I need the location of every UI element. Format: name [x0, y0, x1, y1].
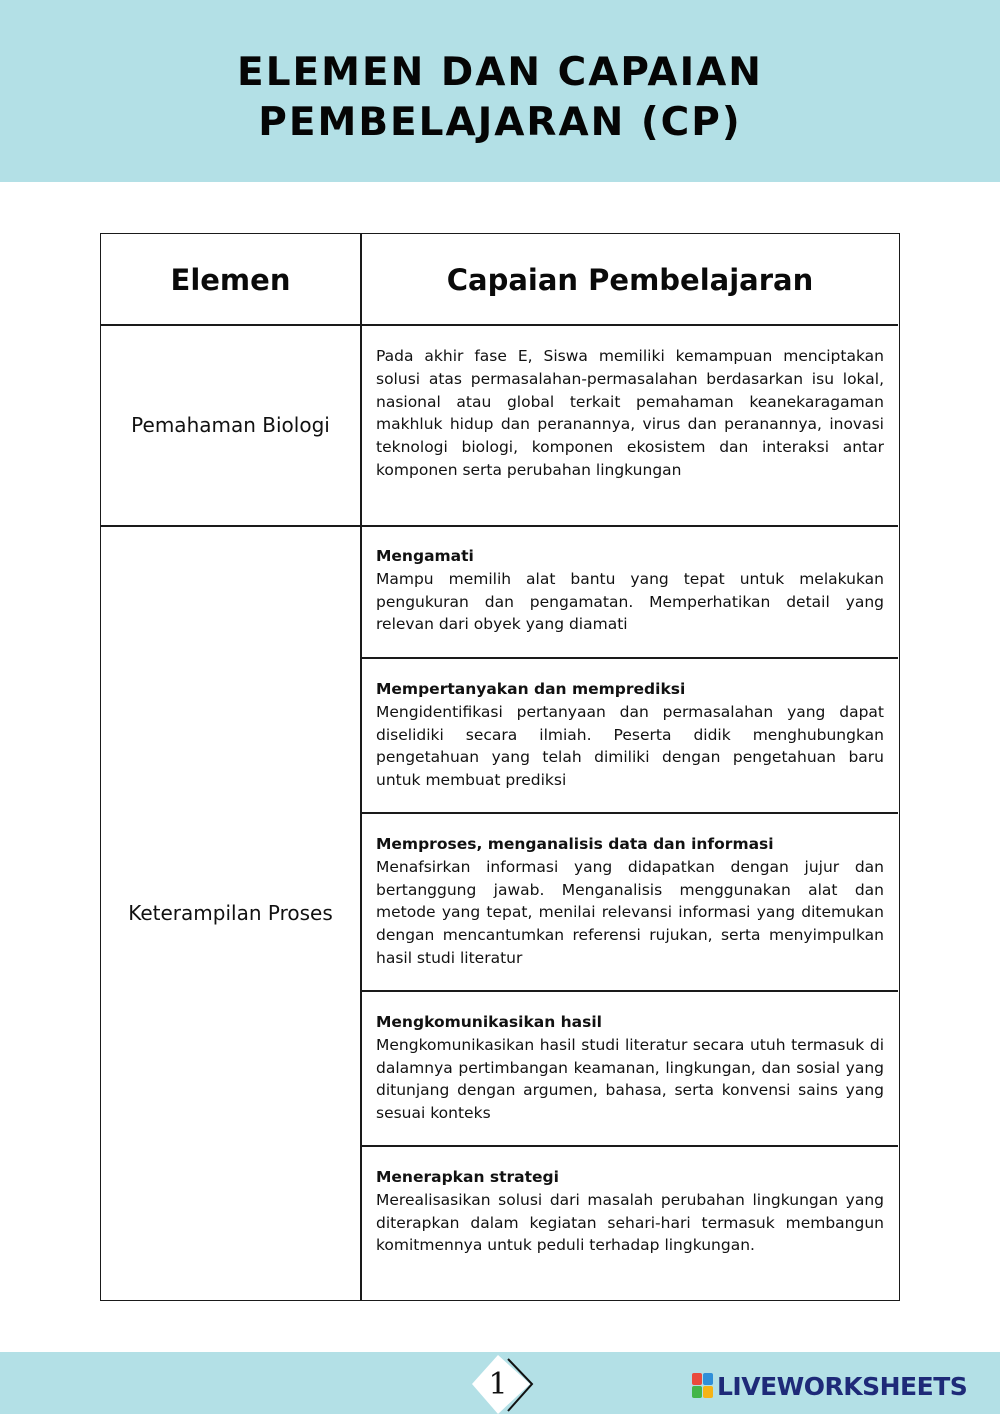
row-divider	[360, 657, 898, 659]
cp-mengkomunikasikan	[376, 1011, 884, 1125]
cp-heading: Mempertanyakan dan memprediksi	[376, 680, 686, 698]
column-header-capaian: Capaian Pembelajaran	[446, 262, 814, 297]
cp-text: Mampu memilih alat bantu yang tepat untuk melakukan pengukuran dan pengamatan. Memperhatikan detail yang relevan dari obyek yang diamati	[376, 569, 884, 634]
logo-text: LIVEWORKSHEETS	[717, 1371, 968, 1401]
row-divider	[360, 990, 898, 992]
cp-heading: Memproses, menganalisis data dan informasi	[376, 835, 774, 853]
cp-mempertanyakan	[376, 678, 884, 792]
liveworksheets-logo-icon	[692, 1373, 714, 1399]
page-number: 1	[488, 1366, 508, 1402]
column-divider	[360, 234, 362, 1300]
cp-text: Mengidentifikasi pertanyaan dan permasalahan yang dapat diselidiki secara ilmiah. Peserta didik menghubungkan pengetahuan yang telah dimiliki dengan pengetahuan baru untuk membuat prediksi	[376, 702, 884, 790]
cp-text: Merealisasikan solusi dari masalah perubahan lingkungan yang diterapkan dalam kegiatan sehari-hari termasuk membangun komitmennya untuk peduli terhadap lingkungan.	[376, 1190, 884, 1255]
element-pemahaman-biologi: Pemahaman Biologi	[131, 413, 330, 437]
cp-menerapkan-strategi	[376, 1166, 884, 1257]
cp-memproses	[376, 833, 884, 970]
cp-mengamati	[376, 545, 884, 636]
liveworksheets-logo[interactable]	[692, 1370, 967, 1402]
title-line-2: PEMBELAJARAN (CP)	[258, 100, 742, 145]
cp-heading: Mengamati	[376, 547, 474, 565]
cp-table	[100, 233, 900, 1301]
cp-text: Mengkomunikasikan hasil studi literatur secara utuh termasuk di dalamnya pertimbangan keamanan, lingkungan, dan sosial yang ditunjang dengan argumen, bahasa, serta konvensi sains yang sesuai konteks	[376, 1035, 884, 1123]
cp-heading: Mengkomunikasikan hasil	[376, 1013, 602, 1031]
page-title	[0, 48, 1000, 148]
cp-text: Pada akhir fase E, Siswa memiliki kemampuan menciptakan solusi atas permasalahan-permasalahan berdasarkan isu lokal, nasional atau global terkait pemahaman keanekaragaman makhluk hidup dan peranannya, virus dan peranannya, inovasi teknologi biologi, komponen ekosistem dan interaksi antar komponen serta perubahan lingkungan	[376, 347, 884, 479]
cp-text: Menafsirkan informasi yang didapatkan dengan jujur dan bertanggung jawab. Menganalisis menggunakan alat dan metode yang tepat, menilai relevansi informasi yang ditemukan dengan mencantumkan referensi rujukan, serta menyimpulkan hasil studi literatur	[376, 857, 884, 967]
column-header-elemen: Elemen	[170, 262, 291, 297]
element-keterampilan-proses: Keterampilan Proses	[128, 901, 333, 925]
title-line-1: ELEMEN DAN CAPAIAN	[237, 50, 763, 95]
row-divider	[360, 812, 898, 814]
row-divider	[360, 1145, 898, 1147]
cp-heading: Menerapkan strategi	[376, 1168, 559, 1186]
cp-pemahaman-biologi	[376, 345, 884, 482]
